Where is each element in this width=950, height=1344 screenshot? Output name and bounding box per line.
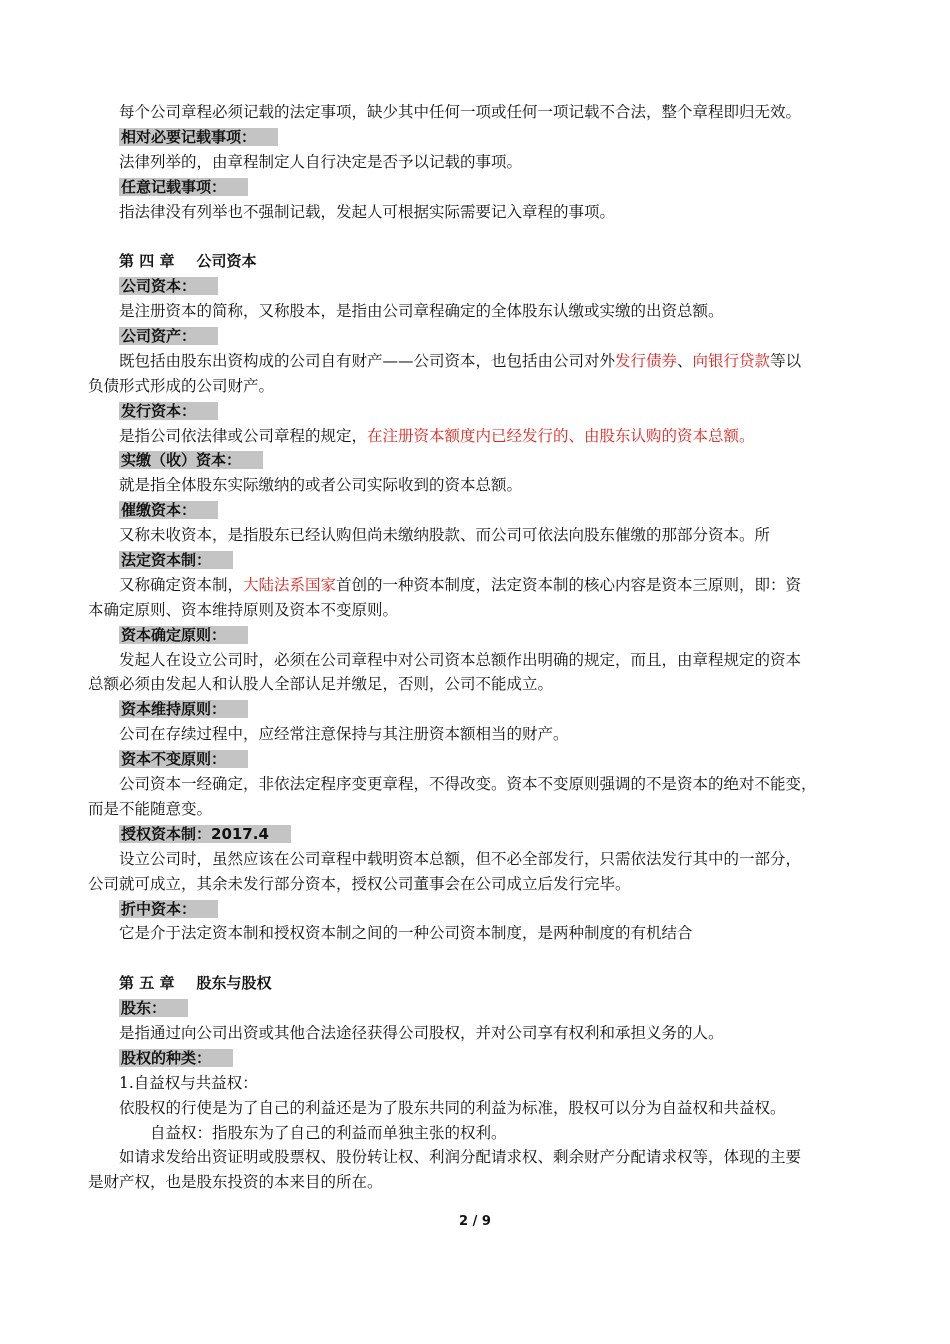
chapter-title: 股东与股权 — [196, 974, 272, 993]
paragraph: 又称未收资本，是指股东已经认购但尚未缴纳股款、而公司可依法向股东催缴的那部分资本。所 — [119, 526, 771, 545]
term-heading: 公司资产： — [88, 324, 868, 349]
chapter-number: 第 五 章 — [119, 974, 175, 993]
paragraph-continuation: 而是不能随意变。 — [88, 799, 213, 818]
paragraph: 是指公司依法律或公司章程的规定，在注册资本额度内已经发行的、由股东认购的资本总额。 — [119, 426, 755, 445]
paragraph: 自益权：指股东为了自己的利益而单独主张的权利。 — [150, 1123, 507, 1142]
highlighted-text: 发行债券 — [615, 351, 678, 370]
paragraph: 又称确定资本制，大陆法系国家首创的一种资本制度，法定资本制的核心内容是资本三原则，即：资 — [119, 575, 802, 594]
document-page — [88, 100, 868, 1195]
term-heading: 相对必要记载事项： — [88, 125, 868, 150]
chapter-title: 公司资本 — [196, 252, 257, 271]
highlighted-text: 向银行贷款 — [692, 351, 771, 370]
paragraph: 就是指全体股东实际缴纳的或者公司实际收到的资本总额。 — [119, 476, 523, 495]
highlighted-text: 在注册资本额度内已经发行的、由股东认购的资本总额。 — [367, 426, 755, 445]
term-heading: 发行资本： — [88, 399, 868, 424]
paragraph-continuation: 本确定原则、资本维持原则及资本不变原则。 — [88, 600, 399, 619]
chapter-heading — [88, 971, 868, 996]
paragraph-continuation: 负债形式形成的公司财产。 — [88, 376, 275, 395]
paragraph: 公司资本一经确定，非依法定程序变更章程，不得改变。资本不变原则强调的不是资本的绝对不能变， — [119, 775, 817, 794]
paragraph: 它是介于法定资本制和授权资本制之间的一种公司资本制度，是两种制度的有机结合 — [119, 924, 693, 943]
paragraph: 设立公司时，虽然应该在公司章程中载明资本总额，但不必全部发行，只需依法发行其中的一部分， — [119, 849, 802, 868]
paragraph: 如请求发给出资证明或股票权、股份转让权、利润分配请求权、剩余财产分配请求权等，体现的主要 — [119, 1148, 802, 1167]
paragraph: 法律列举的，由章程制定人自行决定是否予以记载的事项。 — [119, 152, 523, 171]
paragraph-continuation: 公司就可成立，其余未发行部分资本，授权公司董事会在公司成立后发行完毕。 — [88, 874, 631, 893]
term-heading: 资本不变原则： — [88, 747, 868, 772]
chapter-heading — [88, 249, 868, 274]
paragraph: 指法律没有列举也不强制记载，发起人可根据实际需要记入章程的事项。 — [119, 202, 616, 221]
list-item: 1.自益权与共益权： — [119, 1073, 258, 1092]
term-heading: 公司资本： — [88, 274, 868, 299]
paragraph: 公司在存续过程中，应经常注意保持与其注册资本额相当的财产。 — [119, 725, 569, 744]
paragraph: 既包括由股东出资构成的公司自有财产——公司资本，也包括由公司对外发行债券、向银行贷款等以 — [119, 351, 802, 370]
term-heading: 资本维持原则： — [88, 697, 868, 722]
paragraph: 发起人在设立公司时，必须在公司章程中对公司资本总额作出明确的规定，而且，由章程规定的资本 — [119, 650, 802, 669]
term-heading: 任意记载事项： — [88, 175, 868, 200]
highlighted-text: 大陆法系国家 — [243, 575, 337, 594]
term-heading: 法定资本制： — [88, 548, 868, 573]
paragraph: 是指通过向公司出资或其他合法途径获得公司股权，并对公司享有权利和承担义务的人。 — [119, 1023, 724, 1042]
term-heading: 股权的种类： — [88, 1046, 868, 1071]
term-heading: 授权资本制：2017.4 — [88, 822, 868, 847]
page-number: 2 / 9 — [459, 1214, 491, 1229]
paragraph-continuation: 是财产权，也是股东投资的本来目的所在。 — [88, 1173, 383, 1192]
paragraph: 是注册资本的简称，又称股本，是指由公司章程确定的全体股东认缴或实缴的出资总额。 — [119, 302, 724, 321]
term-heading: 催缴资本： — [88, 498, 868, 523]
chapter-number: 第 四 章 — [119, 252, 175, 271]
paragraph: 依股权的行使是为了自己的利益还是为了股东共同的利益为标准，股权可以分为自益权和共益权。 — [119, 1098, 786, 1117]
paragraph: 每个公司章程必须记载的法定事项，缺少其中任何一项或任何一项记载不合法，整个章程即归无效。 — [119, 103, 802, 121]
paragraph-continuation: 总额必须由发起人和认股人全部认足并缴足，否则，公司不能成立。 — [88, 675, 554, 694]
term-heading: 实缴（收）资本： — [88, 448, 868, 473]
term-heading: 股东： — [88, 996, 868, 1021]
term-heading: 折中资本： — [88, 897, 868, 922]
term-heading: 资本确定原则： — [88, 623, 868, 648]
